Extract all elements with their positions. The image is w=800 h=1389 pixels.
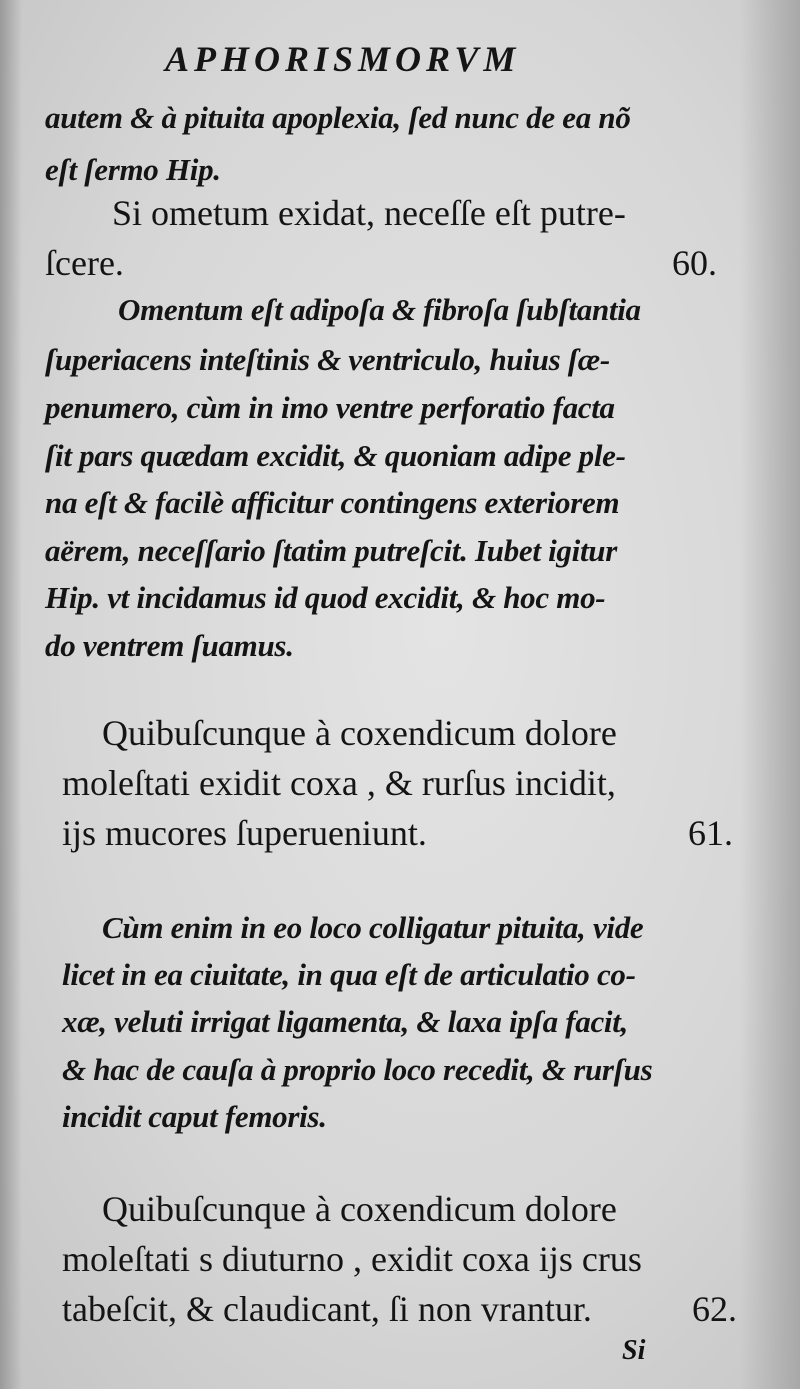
commentary-line: ſuperiacens inteſtinis & ventriculo, huius ſæ- <box>45 342 610 377</box>
aphorism-line: ijs mucores ſuperueniunt. <box>62 813 427 853</box>
page-edge-shadow <box>740 0 800 1389</box>
page-gutter-shadow <box>0 0 22 1389</box>
aphorism-line: moleſtati exidit coxa , & rurſus incidit, <box>62 763 616 803</box>
commentary-line: Omentum eſt adipoſa & fibroſa ſubſtantia <box>118 292 641 327</box>
running-header: APHORISMORVM <box>165 39 521 79</box>
aphorism-number: 62. <box>692 1289 737 1329</box>
aphorism-line: tabeſcit, & claudicant, ſi non vrantur. <box>62 1289 592 1329</box>
commentary-line: xæ, veluti irrigat ligamenta, & laxa ipſa facit, <box>62 1004 628 1039</box>
commentary-line: ſit pars quædam excidit, & quoniam adipe ple- <box>45 438 626 473</box>
commentary-line: Cùm enim in eo loco colligatur pituita, vide <box>102 910 644 945</box>
commentary-line: aërem, neceſſario ſtatim putreſcit. Iubet igitur <box>45 533 617 568</box>
aphorism-line: ſcere. <box>45 243 124 283</box>
commentary-line: Hip. vt incidamus id quod excidit, & hoc mo- <box>45 580 606 615</box>
commentary-line: penumero, cùm in imo ventre perforatio facta <box>45 390 615 425</box>
commentary-line: & hac de cauſa à proprio loco recedit, & rurſus <box>62 1052 653 1087</box>
commentary-line: autem & à pituita apoplexia, ſed nunc de ea nõ <box>45 100 631 135</box>
aphorism-line: Si ometum exidat, neceſſe eſt putre- <box>112 193 626 233</box>
catchword: Si <box>622 1335 646 1366</box>
commentary-line: eſt ſermo Hip. <box>45 152 221 187</box>
aphorism-number: 60. <box>672 243 717 283</box>
commentary-line: incidit caput femoris. <box>62 1099 327 1134</box>
aphorism-line: Quibuſcunque à coxendicum dolore <box>102 1189 617 1229</box>
commentary-line: do ventrem ſuamus. <box>45 628 294 663</box>
aphorism-number: 61. <box>688 813 733 853</box>
aphorism-line: moleſtati s diuturno , exidit coxa ijs crus <box>62 1239 642 1279</box>
aphorism-line: Quibuſcunque à coxendicum dolore <box>102 713 617 753</box>
commentary-line: licet in ea ciuitate, in qua eſt de articulatio co- <box>62 957 636 992</box>
commentary-line: na eſt & facilè afficitur contingens exteriorem <box>45 485 620 520</box>
